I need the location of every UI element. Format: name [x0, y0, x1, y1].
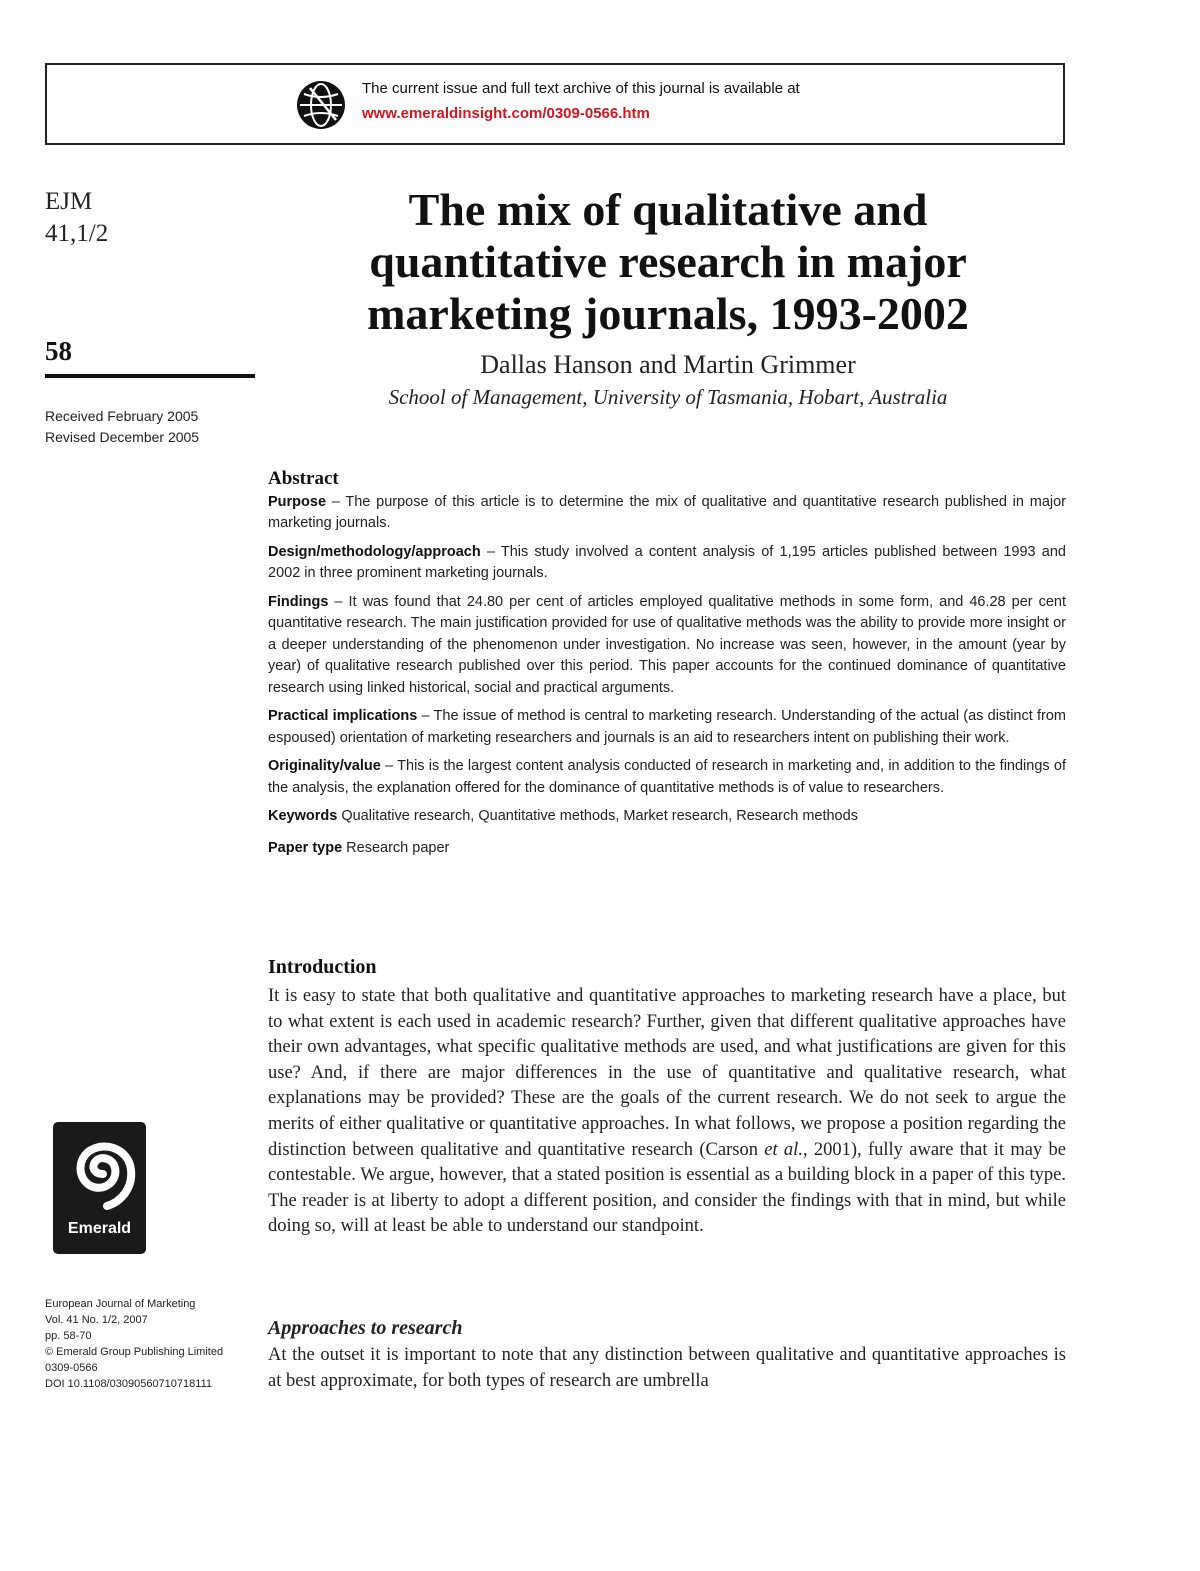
pubinfo-line: DOI 10.1108/03090560710718111	[45, 1378, 212, 1390]
journal-code	[45, 186, 108, 250]
author-affiliation: School of Management, University of Tasmania, Hobart, Australia	[388, 385, 948, 409]
introduction-paragraph	[268, 984, 1066, 1240]
journal-banner	[45, 63, 1065, 145]
abstract-findings	[268, 592, 1066, 700]
emerald-logo-text: Emerald	[67, 1220, 132, 1237]
publication-info	[45, 1296, 223, 1392]
title-line: quantitative research in major	[369, 236, 967, 287]
abstract-text: – This is the largest content analysis conducted of research in marketing and, in addition to the findings of the analysis, the explanation offered for the dominance of quantitative methods is of value to researchers.	[268, 758, 1066, 796]
abstract-text: Qualitative research, Quantitative methods, Market research, Research methods	[337, 808, 858, 824]
abstract-text: – This study involved a content analysis of 1,195 articles published between 1993 and 2002 in three prominent marketing journals.	[268, 543, 1066, 581]
journal-url-link[interactable]: www.emeraldinsight.com/0309-0566.htm	[362, 105, 650, 122]
banner-archive-text: The current issue and full text archive of this journal is available at	[362, 80, 800, 97]
abstract-purpose	[268, 492, 1066, 535]
journal-volume: 41,1/2	[45, 220, 109, 247]
sidebar-divider	[45, 374, 255, 378]
abstract-label: Practical implications	[268, 708, 418, 724]
journal-abbrev: EJM	[45, 188, 93, 215]
abstract-label: Keywords	[268, 808, 338, 824]
revised-date: Revised December 2005	[45, 429, 200, 445]
abstract-design	[268, 542, 1066, 585]
pubinfo-line: pp. 58-70	[45, 1330, 92, 1342]
abstract-text: Research paper	[342, 839, 450, 856]
title-line: The mix of qualitative and	[408, 184, 928, 235]
article-title	[268, 184, 1068, 340]
abstract-practical	[268, 706, 1066, 749]
abstract-originality	[268, 756, 1066, 799]
abstract-text: – It was found that 24.80 per cent of articles employed qualitative methods in some form, and 46.28 per cent quantitative research. The main justification provided for use of qualitative methods was the ability to provide more insight or a deeper understanding of the phenomenon under investigation. No increase was seen, however, in the amount (year by year) of qualitative research published over this period. This paper accounts for the continued dominance of quantitative research using linked historical, social and practical arguments.	[268, 593, 1066, 696]
intro-text: It is easy to state that both qualitative and quantitative approaches to marketing research have a place, but to what extent is each used in academic research? Further, given that different qualitative approaches have their own advantages, what specific qualitative methods are used, and what justifications are given for this use? And, if there are major differences in the use of quantitative and qualitative research, what explanations may be provided? These are the goals of the current research. We do not seek to argue the merits of either qualitative or quantitative approaches. In what follows, we propose a position regarding the distinction between qualitative and quantitative research (Carson	[268, 986, 1066, 1160]
emerald-logo	[53, 1122, 146, 1254]
article-authors: Dallas Hanson and Martin Grimmer	[480, 350, 856, 379]
page-number: 58	[45, 336, 72, 366]
pubinfo-line: © Emerald Group Publishing Limited	[45, 1346, 224, 1358]
abstract-label: Purpose	[268, 493, 327, 510]
abstract-keywords	[268, 806, 1066, 828]
abstract-label: Design/methodology/approach	[268, 543, 481, 560]
abstract-text: – The purpose of this article is to determine the mix of qualitative and quantitative research published in major marketing journals.	[268, 493, 1066, 531]
abstract-section	[268, 468, 1066, 866]
received-dates	[45, 406, 199, 448]
pubinfo-line: Vol. 41 No. 1/2, 2007	[45, 1314, 148, 1326]
abstract-heading: Abstract	[268, 468, 339, 489]
abstract-label: Paper type	[268, 839, 343, 856]
title-line: marketing journals, 1993-2002	[367, 288, 969, 339]
intro-etal: et al.	[764, 1139, 803, 1160]
abstract-text: – The issue of method is central to marketing research. Understanding of the actual (as distinct from espoused) orientation of marketing researchers and journals is an aid to researchers intent on publishing their work.	[268, 708, 1066, 746]
approaches-heading: Approaches to research	[268, 1317, 463, 1339]
intro-text: , 2001), fully aware that it may be contestable. We argue, however, that a stated position is essential as a building block in a paper of this type. The reader is at liberty to adopt a different position, and consider the findings with that in mind, but while doing so, will at least be able to understand our standpoint.	[268, 1139, 1066, 1237]
pubinfo-line: European Journal of Marketing	[45, 1298, 196, 1310]
abstract-label: Originality/value	[268, 758, 381, 774]
abstract-paper-type	[268, 838, 1066, 860]
abstract-label: Findings	[268, 593, 329, 610]
introduction-heading: Introduction	[268, 956, 377, 978]
received-date: Received February 2005	[45, 408, 199, 424]
approaches-paragraph: At the outset it is important to note that any distinction between qualitative and quantitative approaches is at best approximate, for both types of research are umbrella	[268, 1345, 1066, 1391]
pubinfo-line: 0309-0566	[45, 1362, 98, 1374]
globe-icon	[296, 80, 346, 130]
